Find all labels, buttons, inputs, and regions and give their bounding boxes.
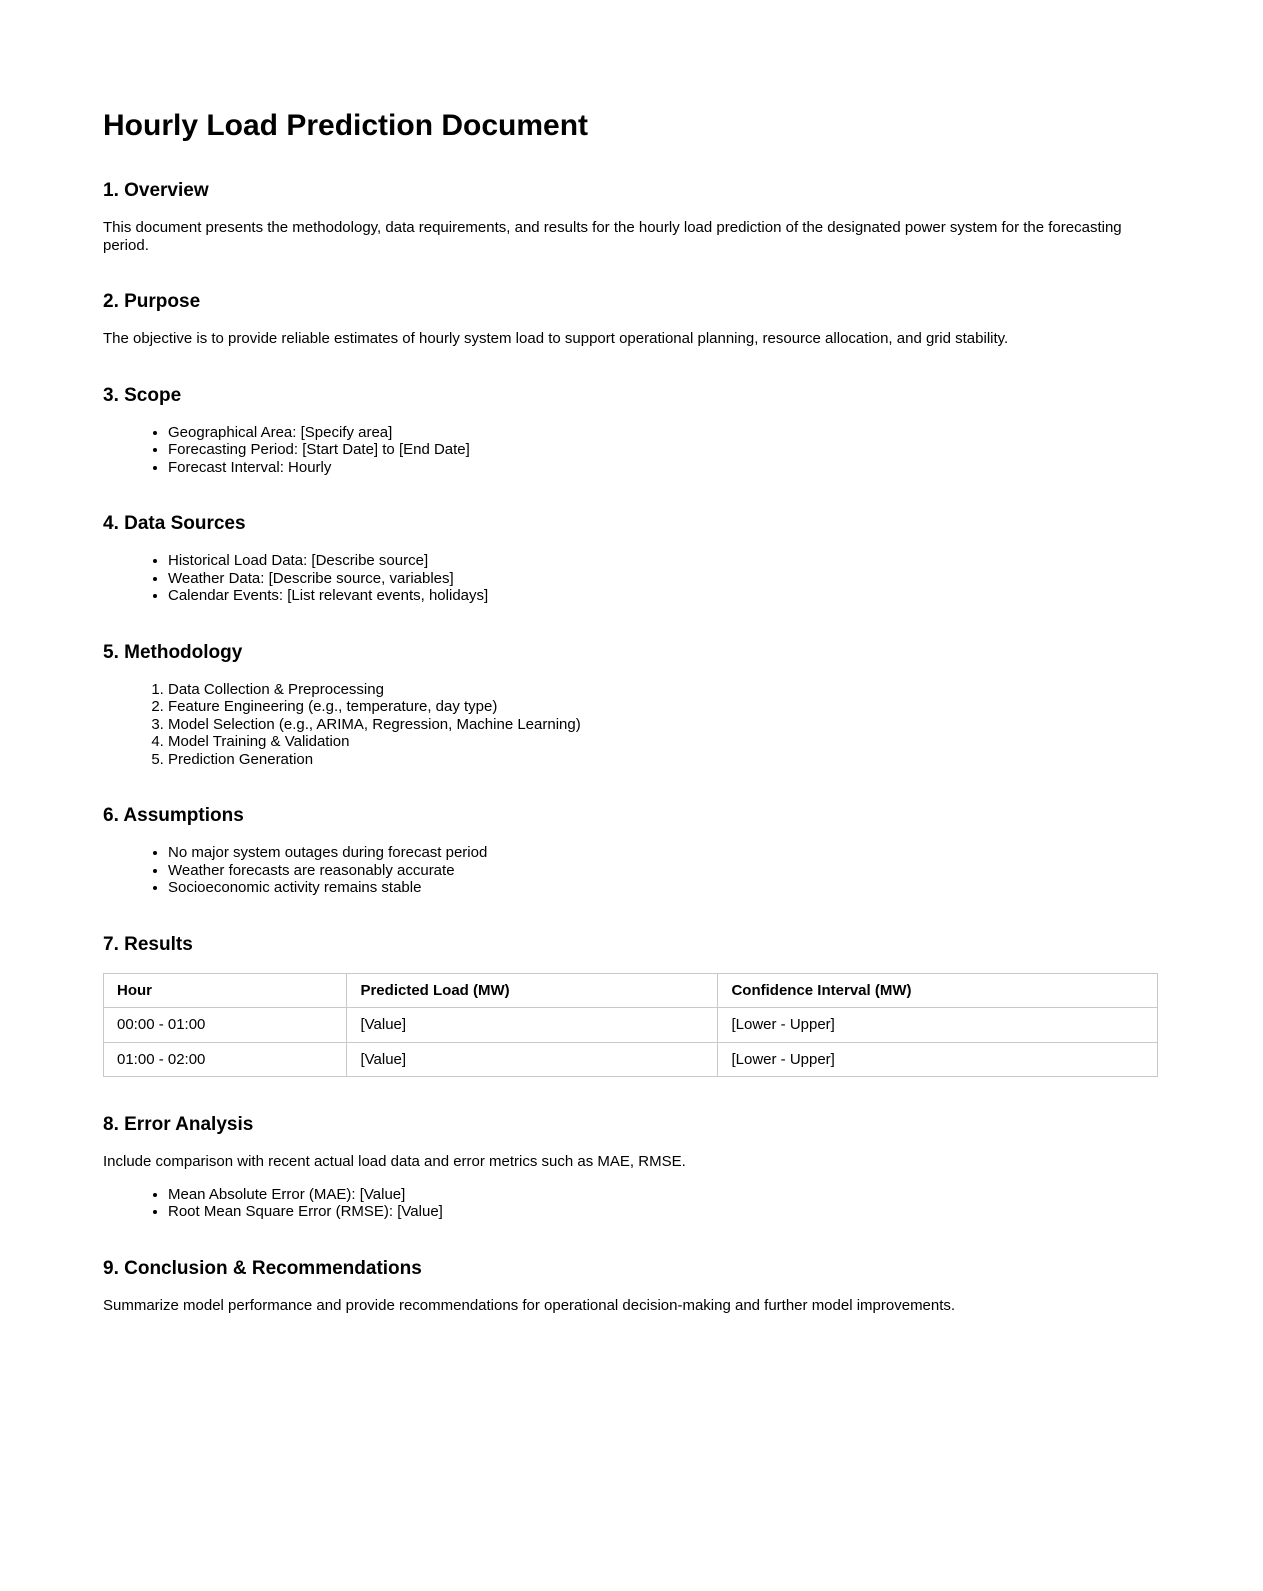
assumptions-bullet-list — [103, 844, 1158, 897]
section-scope — [103, 385, 1158, 477]
cell-hour: 01:00 - 02:00 — [104, 1042, 347, 1077]
table-header-row — [104, 973, 1158, 1008]
heading-data-sources: 4. Data Sources — [103, 513, 246, 534]
cell-predicted-load: [Value] — [347, 1042, 718, 1077]
list-item: 5. Prediction Generation — [168, 751, 1158, 769]
list-item: 3. Model Selection (e.g., ARIMA, Regression, Machine Learning) — [168, 716, 1158, 734]
list-item: • Root Mean Square Error (RMSE): [Value] — [168, 1203, 1158, 1221]
heading-methodology: 5. Methodology — [103, 641, 243, 663]
column-header-predicted-load: Predicted Load (MW) — [347, 973, 718, 1008]
cell-predicted-load: [Value] — [347, 1008, 718, 1043]
table-row — [104, 1042, 1158, 1077]
heading-assumptions: 6. Assumptions — [103, 805, 244, 826]
section-methodology — [103, 642, 1158, 769]
list-item: • Geographical Area: [Specify area] — [168, 424, 1158, 442]
scope-bullet-list — [103, 424, 1158, 477]
overview-paragraph: This document presents the methodology, data requirements, and results for the hourly load prediction of the designated power system for the forecasting period. — [103, 219, 1122, 254]
section-data-sources — [103, 513, 1158, 605]
data-sources-bullet-list — [103, 552, 1158, 605]
heading-purpose: 2. Purpose — [103, 291, 201, 312]
methodology-numbered-list — [103, 681, 1158, 769]
heading-overview: 1. Overview — [103, 180, 209, 201]
error-metrics-bullet-list — [103, 1186, 1158, 1221]
list-item: • Weather forecasts are reasonably accurate — [168, 862, 1158, 880]
list-item: • Socioeconomic activity remains stable — [168, 879, 1158, 897]
list-item: • Forecasting Period: [Start Date] to [End Date] — [168, 441, 1158, 459]
section-results — [103, 934, 1158, 1078]
section-conclusion — [103, 1258, 1158, 1315]
heading-results: 7. Results — [103, 933, 193, 955]
list-item: • Historical Load Data: [Describe source] — [168, 552, 1158, 570]
heading-conclusion: 9. Conclusion & Recommendations — [103, 1257, 422, 1279]
error-analysis-paragraph: Include comparison with recent actual load data and error metrics such as MAE, RMSE. — [103, 1153, 686, 1170]
list-item: 2. Feature Engineering (e.g., temperature, day type) — [168, 698, 1158, 716]
results-table — [103, 973, 1158, 1078]
list-item: • Mean Absolute Error (MAE): [Value] — [168, 1186, 1158, 1204]
cell-confidence-interval: [Lower - Upper] — [718, 1008, 1158, 1043]
cell-confidence-interval: [Lower - Upper] — [718, 1042, 1158, 1077]
section-overview — [103, 180, 1158, 254]
list-item: 1. Data Collection & Preprocessing — [168, 681, 1158, 699]
list-item: • Weather Data: [Describe source, variables] — [168, 570, 1158, 588]
list-item: • Forecast Interval: Hourly — [168, 459, 1158, 477]
cell-hour: 00:00 - 01:00 — [104, 1008, 347, 1043]
list-item: 4. Model Training & Validation — [168, 733, 1158, 751]
column-header-confidence-interval: Confidence Interval (MW) — [718, 973, 1158, 1008]
purpose-paragraph: The objective is to provide reliable estimates of hourly system load to support operational planning, resource allocation, and grid stability. — [103, 330, 1009, 347]
section-assumptions — [103, 805, 1158, 897]
heading-scope: 3. Scope — [103, 384, 182, 406]
section-error-analysis — [103, 1114, 1158, 1221]
heading-error-analysis: 8. Error Analysis — [103, 1114, 254, 1135]
section-purpose — [103, 291, 1158, 348]
column-header-hour: Hour — [104, 973, 347, 1008]
table-row — [104, 1008, 1158, 1043]
list-item: • No major system outages during forecast period — [168, 844, 1158, 862]
conclusion-paragraph: Summarize model performance and provide recommendations for operational decision-making and further model improvements. — [103, 1296, 956, 1314]
list-item: • Calendar Events: [List relevant events, holidays] — [168, 587, 1158, 605]
document-title: Hourly Load Prediction Document — [103, 109, 589, 142]
